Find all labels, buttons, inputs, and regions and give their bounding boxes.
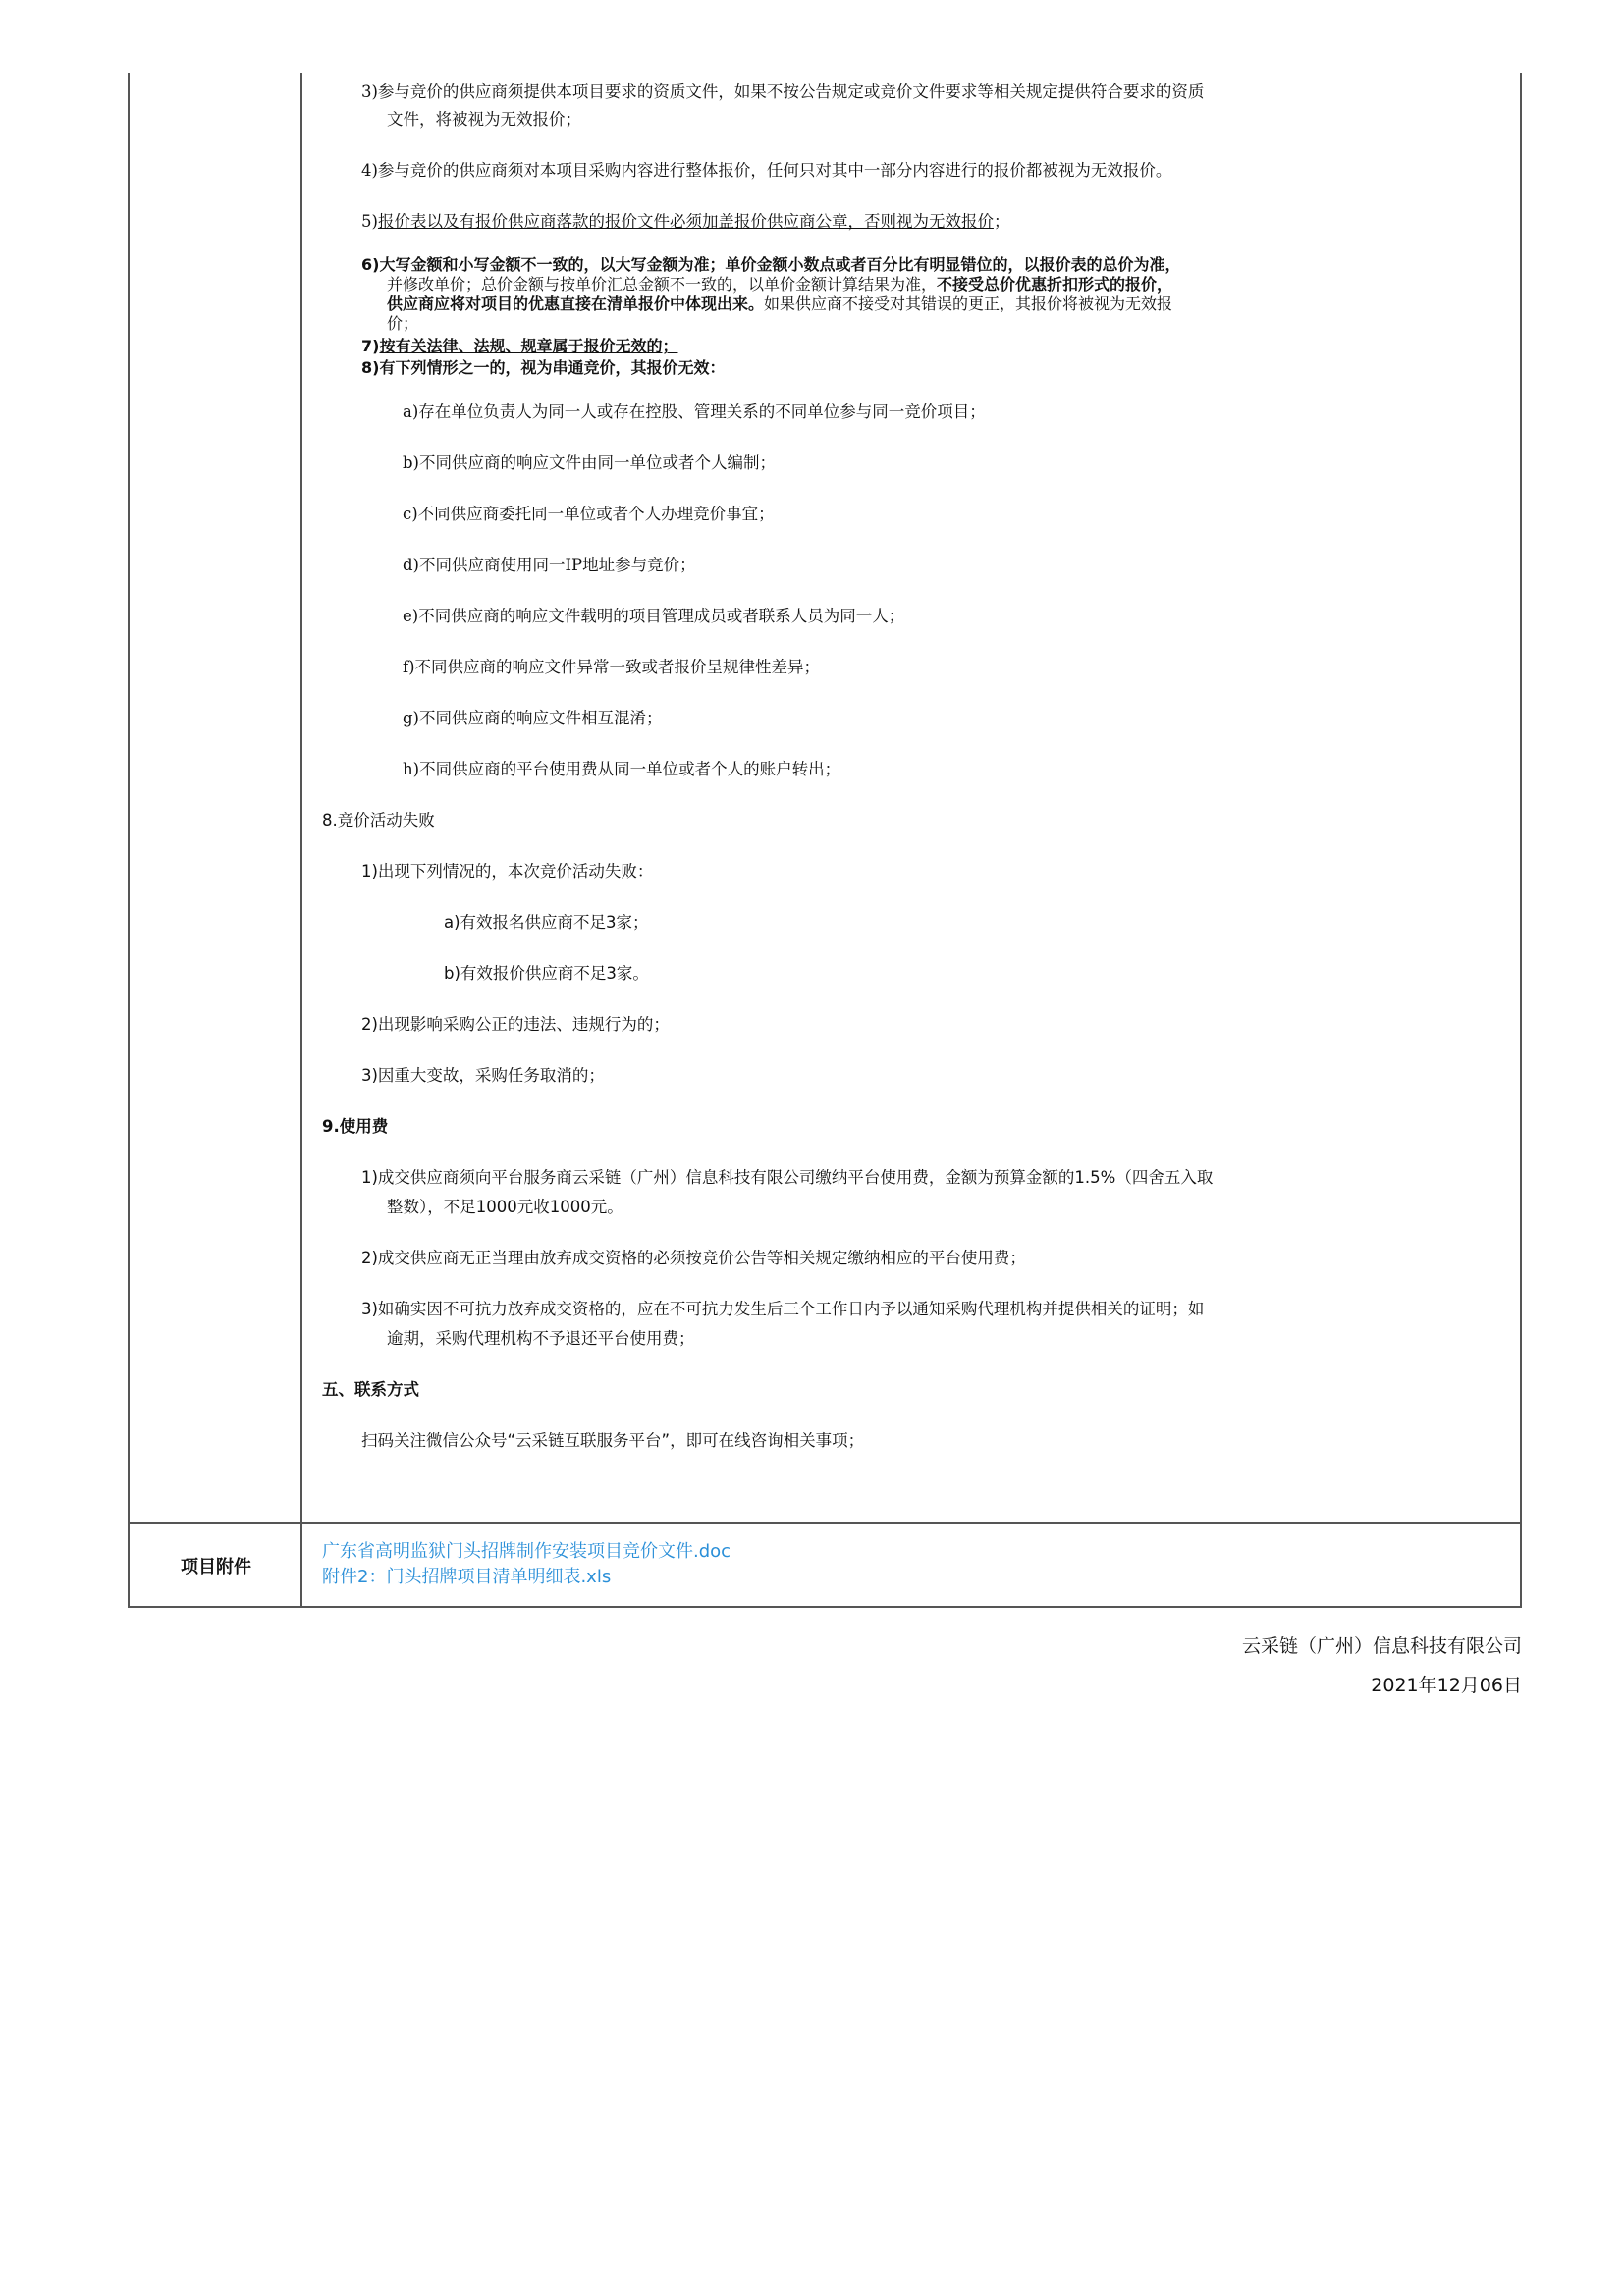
clause-6-line4: 价； xyxy=(387,314,419,333)
clause-5-prefix: 5) xyxy=(361,212,378,231)
row-divider xyxy=(130,1522,1520,1524)
clause-6-line1: 6)大写金额和小写金额不一致的，以大写金额为准；单价金额小数点或者百分比有明显错位的，以报价表的总价为准， xyxy=(361,255,1181,274)
clause-6-line3 xyxy=(387,294,1172,314)
section-8-item-3: 3)因重大变故，采购任务取消的； xyxy=(361,1066,605,1085)
clause-4: 4)参与竞价的供应商须对本项目采购内容进行整体报价，任何只对其中一部分内容进行的报价都被视为无效报价。 xyxy=(361,161,1172,180)
clause-5-suffix: ； xyxy=(993,212,1010,231)
section-8-item-1b: b)有效报价供应商不足3家。 xyxy=(444,964,649,983)
clause-8-item-d: d)不同供应商使用同一IP地址参与竞价； xyxy=(403,556,696,574)
clause-3-line2: 文件，将被视为无效报价； xyxy=(387,110,581,129)
contact-text: 扫码关注微信公众号“云采链互联服务平台”，即可在线咨询相关事项； xyxy=(361,1431,865,1450)
clause-7 xyxy=(361,336,677,357)
clause-8-item-b: b)不同供应商的响应文件由同一单位或者个人编制； xyxy=(403,454,776,472)
clause-8-item-c: c)不同供应商委托同一单位或者个人办理竞价事宜； xyxy=(403,505,775,523)
attachments-list xyxy=(322,1539,731,1590)
clause-8-item-h: h)不同供应商的平台使用费从同一单位或者个人的账户转出； xyxy=(403,760,841,778)
left-label-column xyxy=(130,73,302,1606)
section-9-item-3-line1: 3)如确实因不可抗力放弃成交资格的，应在不可抗力发生后三个工作日内予以通知采购代理机构并提供相关的证明；如 xyxy=(361,1300,1205,1318)
clause-6-line2-b: 不接受总价优惠折扣形式的报价， xyxy=(937,275,1173,294)
clause-5-underlined: 报价表以及有报价供应商落款的报价文件必须加盖报价供应商公章，否则视为无效报价 xyxy=(377,212,994,231)
section-8-item-1: 1)出现下列情况的，本次竞价活动失败： xyxy=(361,862,654,881)
clause-6-line3-b: 如果供应商不接受对其错误的更正，其报价将被视为无效报 xyxy=(764,294,1173,313)
section-8-item-1a: a)有效报名供应商不足3家； xyxy=(444,913,649,932)
section-8-heading: 8.竞价活动失败 xyxy=(322,811,435,829)
attachment-link-xls[interactable]: 附件2：门头招牌项目清单明细表.xls xyxy=(322,1567,612,1587)
section-9-item-2: 2)成交供应商无正当理由放弃成交资格的必须按竞价公告等相关规定缴纳相应的平台使用费； xyxy=(361,1249,1026,1267)
attachment-link-doc[interactable]: 广东省高明监狱门头招牌制作安装项目竞价文件.doc xyxy=(322,1541,731,1562)
clause-8: 8)有下列情形之一的，视为串通竞价，其报价无效： xyxy=(361,358,726,377)
clause-6-line2-a: 并修改单价；总价金额与按单价汇总金额不一致的，以单价金额计算结果为准， xyxy=(387,275,938,294)
section-9-item-1-line2: 整数），不足1000元收1000元。 xyxy=(387,1198,623,1216)
clause-8-item-e: e)不同供应商的响应文件载明的项目管理成员或者联系人员为同一人； xyxy=(403,607,905,625)
section-9-item-1-line1: 1)成交供应商须向平台服务商云采链（广州）信息科技有限公司缴纳平台使用费，金额为预算金额的1.5%（四舍五入取 xyxy=(361,1168,1214,1187)
contact-heading: 五、联系方式 xyxy=(322,1380,419,1399)
clause-8-item-f: f)不同供应商的响应文件异常一致或者报价呈规律性差异； xyxy=(403,658,821,676)
section-9-item-3-line2: 逾期，采购代理机构不予退还平台使用费； xyxy=(387,1329,695,1348)
section-9-heading: 9.使用费 xyxy=(322,1117,389,1136)
clause-7-prefix: 7) xyxy=(361,337,380,355)
clause-6-line2 xyxy=(387,275,1172,294)
clause-5 xyxy=(361,210,1009,234)
clause-8-item-a: a)存在单位负责人为同一人或存在控股、管理关系的不同单位参与同一竞价项目； xyxy=(403,402,986,421)
footer-company: 云采链（广州）信息科技有限公司 xyxy=(1241,1635,1522,1657)
section-8-item-2: 2)出现影响采购公正的违法、违规行为的； xyxy=(361,1015,670,1034)
footer-date: 2021年12月06日 xyxy=(1371,1675,1522,1696)
clause-8-item-g: g)不同供应商的响应文件相互混淆； xyxy=(403,709,663,727)
announcement-table xyxy=(128,73,1522,1608)
attachments-label: 项目附件 xyxy=(181,1556,251,1577)
clause-3-line1: 3)参与竞价的供应商须提供本项目要求的资质文件，如果不按公告规定或竞价文件要求等相关规定提供符合要求的资质 xyxy=(361,82,1205,101)
clause-6-line3-a: 供应商应将对项目的优惠直接在清单报价中体现出来。 xyxy=(387,294,765,313)
clause-7-underlined: 按有关法律、法规、规章属于报价无效的； xyxy=(379,337,678,355)
